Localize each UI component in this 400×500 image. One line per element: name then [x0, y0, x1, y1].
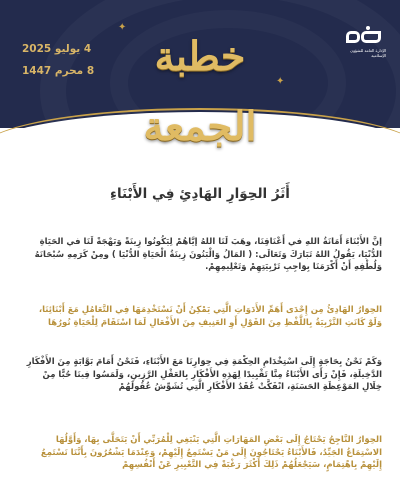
paragraph: وَكَمْ نَحْنُ بِحَاجَةٍ إِلَى اسْتِخْدَامِ الحِكْمَةِ فِي حِوَارِنَا مَعَ الأَبْنَاءِ، فَنَحْنُ أَمَامَ بَوَّابَةٍ مِنَ الأَفْكَارِ الدَّخِيلَةِ، فَإِنْ رَأَى الأَبْنَاءُ مِنَّا تَقْيِيدًا لِهَذِهِ الأَفْكَارِ بِالعَقْلِ الرَّزِينِ، وَلَمَسُوا فِينَا حُبًّا مِنْ خِلَالِ المَوْعِظَةِ الحَسَنَةِ، انْفَكَّتْ عُقَدُ الأَفْكَارِ الَّتِي تُشَوِّشُ عُقُولَهُمْ [26, 357, 382, 392]
paragraph-highlight: الحِوَارُ النَّاجِحُ يَحْتَاجُ إِلَى بَعْضِ المَهَارَاتِ الَّتِي يَنْبَغِي لِلْمُرَبِّي أَنْ يَتَحَلَّى بِهَا، وَأَوَّلُهَا الاسْتِمَاعُ الجَيِّدُ، فَالأَبْنَاءُ يَحْتَاجُونَ إِلَى مَنْ يَسْتَمِعُ إِلَيْهِمْ، وَعِنْدَمَا يَشْعُرُونَ بِأَنَّنَا نَسْتَمِعُ إِلَيْهِمْ بِاهْتِمَامٍ، سَيَجْعَلُهُمْ ذَلِكَ أَكْثَرَ رَغْبَةً فِي التَّعْبِيرِ عَنْ أَنْفُسِهِمْ [40, 435, 382, 470]
star-ornament-icon: ✦ [118, 22, 127, 33]
page-title: خطبة الجمعة [143, 33, 257, 150]
article-title: أَثَرُ الحِوَارِ الهَادِئِ فِي الأَبْنَاءِ [110, 186, 290, 202]
paragraph-highlight: الحِوَارُ الهَادِئُ مِن إِحْدَى أَهَمِّ الأَدَوَاتِ الَّتِي يَمْكِنُ أَنْ نَسْتَخْدِمَهَا فِي التَّعَامُلِ مَعَ أَبْنَائِنَا، وَلَوْ كَانَتِ التَّرْبِيَةُ بِاللَّفْظِ مِنَ القَوْلِ أَوِ العَنِيفِ مِنَ الأَفْعَالِ لَمَا اسْتَقَامَ لِلْحَيَاةِ نُورُهَا [38, 305, 382, 328]
star-ornament-icon: ✦ [276, 76, 285, 87]
logo-subtitle: الإدارة العامة للشؤون الإسلامية [350, 48, 386, 58]
date-block [22, 38, 94, 82]
logo-icon [346, 28, 382, 46]
logo [346, 28, 386, 58]
date-gregorian: 4 يوليو 2025 [22, 43, 92, 55]
date-hijri: 8 محرم 1447 [22, 65, 95, 77]
paragraph: إنَّ الأَبْنَاءَ أَمَانَةُ اللهِ في أَعْنَاقِنَا، وهَبَ لَنَا اللهُ إيَّاهُمْ لِيَكُونُوا زِينَةً وَبَهْجَةً لَنَا في الحَيَاةِ الدُّنْيَا، يَقُولُ اللهُ تَبَارَكَ وَتَعَالَى: ( المَالُ وَالْبَنُونَ زِينَةُ الْحَيَاةِ الدُّنْيَا ) ومِنْ كَرَمِهِ سُبْحَانَهُ وَلُطْفِهِ أَنْ أَكْرَمَنَا بِوَاجِبِ تَرْبِيَتِهِمْ وَتَعْلِيمِهِمْ. [34, 237, 382, 272]
